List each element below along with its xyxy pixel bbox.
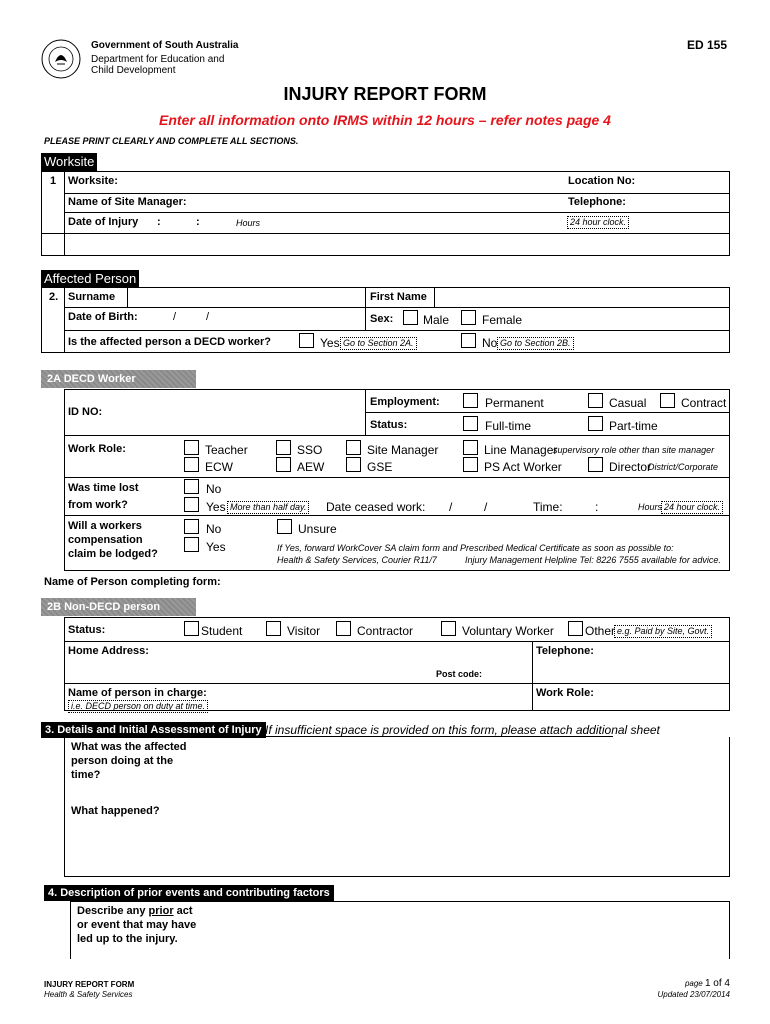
date-ceased-label[interactable]: Date ceased work: xyxy=(326,500,426,514)
prior-label-1 xyxy=(77,905,193,917)
footer-updated: Updated 23/07/2014 xyxy=(657,990,730,999)
nondecd-heading: 2B Non-DECD person xyxy=(41,598,196,616)
comp-note-3: Injury Management Helpline Tel: 8226 7555 available for advice. xyxy=(465,555,721,565)
decd-heading: 2A DECD Worker xyxy=(41,370,196,388)
sex-label: Sex: xyxy=(370,313,394,325)
casual-checkbox[interactable] xyxy=(588,393,603,408)
employment-label: Employment: xyxy=(370,396,440,408)
prior-label-1b: prior xyxy=(148,905,174,917)
time-clock-note: 24 hour clock. xyxy=(661,501,723,514)
contract-label: Contract xyxy=(681,396,727,410)
home-address-label[interactable]: Home Address: xyxy=(68,645,149,657)
affected-heading: Affected Person xyxy=(41,270,139,288)
instruction: PLEASE PRINT CLEARLY AND COMPLETE ALL SECTIONS. xyxy=(44,136,299,146)
comp-note-1: If Yes, forward WorkCover SA claim form and Prescribed Medical Certificate as soon as possible to: xyxy=(277,543,674,553)
ecw-checkbox[interactable] xyxy=(184,457,199,472)
time-colon: : xyxy=(595,500,599,514)
comp-note-2: Health & Safety Services, Courier R11/7 xyxy=(277,555,437,565)
footer-page xyxy=(640,978,730,989)
contract-checkbox[interactable] xyxy=(660,393,675,408)
permanent-checkbox[interactable] xyxy=(463,393,478,408)
casual-label: Casual xyxy=(609,396,647,410)
other-label: Other xyxy=(585,624,616,638)
ecw-label: ECW xyxy=(205,460,233,474)
doing-label-3: time? xyxy=(71,769,101,781)
director-label: Director xyxy=(609,460,652,474)
line-manager-checkbox[interactable] xyxy=(463,440,478,455)
site-manager-role-label: Site Manager xyxy=(367,443,439,457)
worksite-num: 1 xyxy=(50,175,57,187)
clock-note: 24 hour clock. xyxy=(567,216,629,229)
student-checkbox[interactable] xyxy=(184,621,199,636)
site-manager-checkbox[interactable] xyxy=(346,440,361,455)
part-time-checkbox[interactable] xyxy=(588,416,603,431)
decd-no-label: No xyxy=(482,336,498,350)
person-completing-label[interactable]: Name of Person completing form: xyxy=(44,576,221,588)
affected-num: 2. xyxy=(49,291,59,303)
in-charge-note: i.e. DECD person on duty at time. xyxy=(68,700,208,713)
time-lost-label-2: from work? xyxy=(68,499,128,511)
other-note: e.g. Paid by Site, Govt. xyxy=(614,625,712,638)
prior-heading: 4. Description of prior events and contributing factors xyxy=(44,885,334,901)
time-lost-yes-checkbox[interactable] xyxy=(184,497,199,512)
details-note: If insufficient space is provided on this form, please attach additional sheet xyxy=(265,723,660,737)
page-title: INJURY REPORT FORM xyxy=(283,84,487,104)
nondecd-work-role-label[interactable]: Work Role: xyxy=(536,687,594,699)
page-subtitle: Enter all information onto IRMS within 12 hours – refer notes page 4 xyxy=(159,112,611,128)
ps-act-label: PS Act Worker xyxy=(484,460,562,474)
decd-yes-label: Yes xyxy=(320,336,340,350)
doing-label-2: person doing at the xyxy=(71,755,174,767)
time-lost-no-checkbox[interactable] xyxy=(184,479,199,494)
aew-checkbox[interactable] xyxy=(276,457,291,472)
teacher-label: Teacher xyxy=(205,443,248,457)
decd-question: Is the affected person a DECD worker? xyxy=(68,336,271,348)
director-note: District/Corporate xyxy=(648,462,719,472)
gse-checkbox[interactable] xyxy=(346,457,361,472)
worksite-label[interactable]: Worksite: xyxy=(68,175,118,187)
line-manager-note: supervisory role other than site manager xyxy=(553,445,715,455)
dept-line2: Child Development xyxy=(91,65,176,76)
comp-unsure-checkbox[interactable] xyxy=(277,519,292,534)
contractor-checkbox[interactable] xyxy=(336,621,351,636)
comp-yes-checkbox[interactable] xyxy=(184,537,199,552)
dob-label[interactable]: Date of Birth: xyxy=(68,311,138,323)
gse-label: GSE xyxy=(367,460,393,474)
id-no-label[interactable]: ID NO: xyxy=(68,406,103,418)
student-label: Student xyxy=(201,624,243,638)
doing-label-1: What was the affected xyxy=(71,741,187,753)
comp-claim-label-2: compensation xyxy=(68,534,143,546)
prior-label-3: led up to the injury. xyxy=(77,933,178,945)
sso-checkbox[interactable] xyxy=(276,440,291,455)
date-colon-2: : xyxy=(196,216,200,228)
time-lost-label-1: Was time lost xyxy=(68,482,139,494)
footer-dept: Health & Safety Services xyxy=(44,990,133,999)
hours-label: Hours xyxy=(236,218,261,228)
surname-label[interactable]: Surname xyxy=(68,291,116,303)
nondecd-status-label: Status: xyxy=(68,624,106,636)
government-crest xyxy=(40,38,82,80)
dob-slash-1: / xyxy=(173,311,177,323)
date-colon-1: : xyxy=(157,216,161,228)
date-of-injury-label[interactable]: Date of Injury xyxy=(68,216,139,228)
line-manager-label: Line Manager xyxy=(484,443,558,457)
other-checkbox[interactable] xyxy=(568,621,583,636)
sso-label: SSO xyxy=(297,443,323,457)
footer-page-num: 1 of 4 xyxy=(704,978,730,989)
comp-unsure-label: Unsure xyxy=(298,522,337,536)
time-hours: Hours xyxy=(638,502,663,512)
male-label: Male xyxy=(423,313,450,327)
time-lost-no-label: No xyxy=(206,482,222,496)
site-manager-label[interactable]: Name of Site Manager: xyxy=(68,196,187,208)
ps-act-checkbox[interactable] xyxy=(463,457,478,472)
half-day-note: More than half day. xyxy=(227,501,309,514)
details-heading: 3. Details and Initial Assessment of Injury xyxy=(41,722,266,738)
teacher-checkbox[interactable] xyxy=(184,440,199,455)
comp-no-label: No xyxy=(206,522,222,536)
form-code: ED 155 xyxy=(687,38,728,52)
contractor-label: Contractor xyxy=(357,624,414,638)
time-label[interactable]: Time: xyxy=(533,500,563,514)
gov-name: Government of South Australia xyxy=(91,40,239,51)
prior-label-2: or event that may have xyxy=(77,919,197,931)
decd-yes-checkbox[interactable] xyxy=(299,333,314,348)
dept-line1: Department for Education and xyxy=(91,54,225,65)
ceased-slash-2: / xyxy=(484,500,488,514)
full-time-label: Full-time xyxy=(485,419,532,433)
prior-label-1a: Describe any xyxy=(77,905,149,917)
what-happened-label: What happened? xyxy=(71,805,160,817)
prior-label-1c: act xyxy=(173,905,193,917)
comp-claim-label-1: Will a workers xyxy=(68,520,142,532)
comp-claim-label-3: claim be lodged? xyxy=(68,548,158,560)
director-checkbox[interactable] xyxy=(588,457,603,472)
worksite-heading: Worksite xyxy=(41,153,97,171)
visitor-checkbox[interactable] xyxy=(266,621,281,636)
full-time-checkbox[interactable] xyxy=(463,416,478,431)
work-role-label: Work Role: xyxy=(68,443,126,455)
aew-label: AEW xyxy=(297,460,325,474)
ceased-slash-1: / xyxy=(449,500,453,514)
in-charge-label[interactable]: Name of person in charge: xyxy=(68,687,207,699)
decd-no-note: Go to Section 2B. xyxy=(497,337,574,350)
comp-no-checkbox[interactable] xyxy=(184,519,199,534)
female-label: Female xyxy=(482,313,523,327)
nondecd-telephone-label[interactable]: Telephone: xyxy=(536,645,594,657)
visitor-label: Visitor xyxy=(287,624,321,638)
volunteer-checkbox[interactable] xyxy=(441,621,456,636)
decd-no-checkbox[interactable] xyxy=(461,333,476,348)
status-label: Status: xyxy=(370,419,408,431)
footer-title: INJURY REPORT FORM xyxy=(44,980,135,989)
footer-page-pre: page xyxy=(684,979,705,988)
permanent-label: Permanent xyxy=(485,396,544,410)
part-time-label: Part-time xyxy=(609,419,658,433)
post-code-label[interactable]: Post code: xyxy=(436,669,483,679)
first-name-label[interactable]: First Name xyxy=(370,291,427,303)
female-checkbox[interactable] xyxy=(461,310,476,325)
time-lost-yes-label: Yes xyxy=(206,500,226,514)
comp-yes-label: Yes xyxy=(206,540,226,554)
volunteer-label: Voluntary Worker xyxy=(462,624,554,638)
telephone-label[interactable]: Telephone: xyxy=(568,196,626,208)
male-checkbox[interactable] xyxy=(403,310,418,325)
dob-slash-2: / xyxy=(206,311,210,323)
location-label[interactable]: Location No: xyxy=(568,175,636,187)
decd-yes-note: Go to Section 2A. xyxy=(340,337,417,350)
